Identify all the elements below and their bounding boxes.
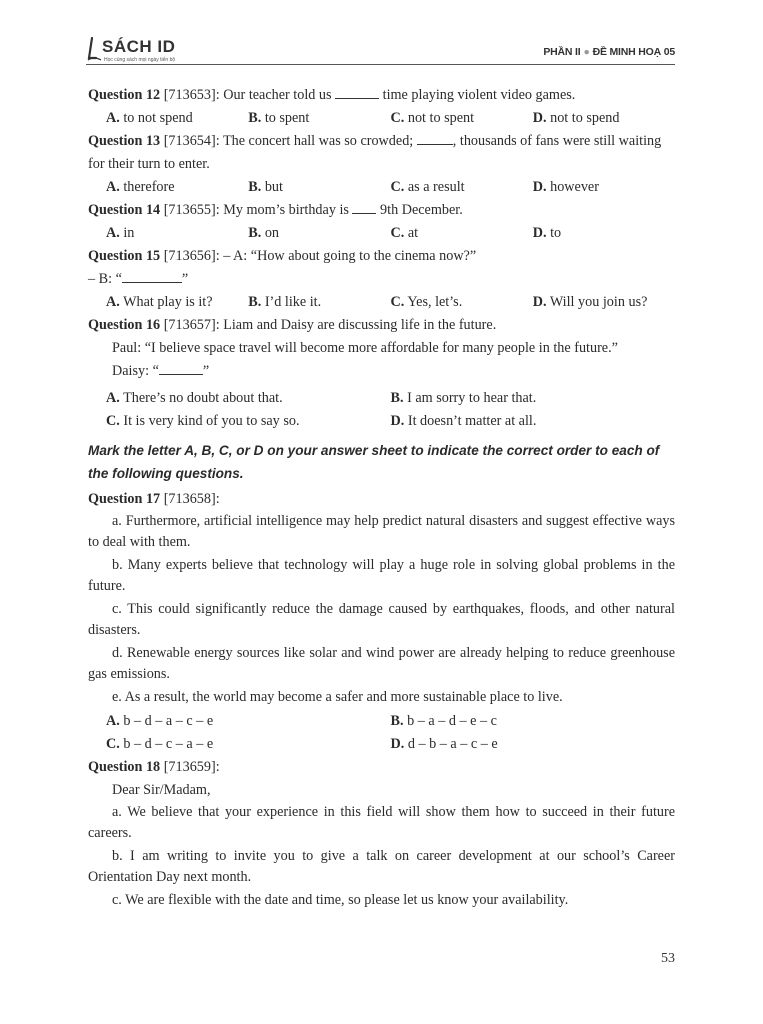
option-c — [391, 107, 533, 130]
question-18 — [88, 756, 675, 779]
question-id: [713653]: — [163, 87, 220, 103]
option-text: on — [264, 225, 279, 241]
option-c — [106, 733, 391, 756]
option-text: What play is it? — [123, 294, 213, 310]
option-letter: B. — [390, 713, 404, 729]
sentence-d: d. Renewable energy sources like solar and wind power are already helping to reduce greenhouse gas emissions. — [88, 645, 675, 682]
question-text: My mom’s birthday is — [223, 202, 349, 218]
option-text: not to spend — [550, 110, 620, 126]
dialogue-suffix: ” — [181, 271, 189, 287]
options-row — [88, 710, 675, 733]
option-a — [106, 291, 248, 314]
section-instruction: Mark the letter A, B, C, or D on your answer sheet to indicate the correct order to each of the following questions. — [88, 443, 660, 481]
options-row — [88, 176, 675, 199]
option-letter: A. — [106, 225, 120, 241]
sentence-c: c. This could significantly reduce the damage caused by earthquakes, floods, and other natural disasters. — [88, 601, 675, 638]
option-text: to spent — [264, 110, 310, 126]
option-letter: D. — [390, 736, 405, 752]
option-text: b – d – a – c – e — [123, 713, 214, 729]
question-text: 9th December. — [380, 202, 463, 218]
option-d — [533, 176, 675, 199]
option-d — [533, 222, 675, 245]
running-header — [543, 46, 675, 58]
logo-tagline: Học cùng sách mọi ngày tiến bộ — [104, 57, 176, 63]
option-text: to — [550, 225, 562, 241]
option-d — [391, 410, 676, 433]
question-text: time playing violent video games. — [382, 87, 576, 103]
option-text: as a result — [407, 179, 465, 195]
option-a — [106, 710, 391, 733]
option-text: however — [550, 179, 599, 195]
option-letter: B. — [248, 225, 262, 241]
option-text: at — [407, 225, 419, 241]
option-text: d – b – a – c – e — [407, 736, 498, 752]
dialogue-prefix: – B: “ — [88, 271, 122, 287]
option-b — [248, 291, 390, 314]
question-12 — [88, 84, 675, 107]
question-id: [713658]: — [163, 491, 220, 507]
question-17 — [88, 488, 675, 511]
question-id: [713656]: — [163, 248, 220, 264]
option-text: b – d – c – a – e — [123, 736, 214, 752]
answer-blank — [122, 268, 182, 283]
dialogue-suffix: ” — [202, 363, 210, 379]
option-letter: C. — [390, 179, 405, 195]
options-row — [88, 222, 675, 245]
option-letter: B. — [390, 390, 404, 406]
bullet-separator-icon: ● — [583, 46, 590, 58]
question-text: Our teacher told us — [223, 87, 332, 103]
option-a — [106, 222, 248, 245]
answer-blank — [417, 130, 453, 145]
options-row — [88, 291, 675, 314]
option-text: Will you join us? — [549, 294, 648, 310]
header-divider — [86, 64, 675, 65]
answer-blank — [352, 199, 376, 214]
option-b — [391, 387, 676, 410]
sentence-e: e. As a result, the world may become a safer and more sustainable place to live. — [112, 689, 563, 705]
option-d — [391, 733, 676, 756]
option-c — [391, 291, 533, 314]
sentence-a: a. Furthermore, artificial intelligence may help predict natural disasters and suggest effective ways to deal with them. — [88, 513, 675, 550]
question-text: The concert hall was so crowded; — [222, 133, 414, 149]
question-id: [713657]: — [163, 317, 220, 333]
option-letter: D. — [532, 179, 547, 195]
question-13 — [88, 130, 675, 176]
option-b — [391, 710, 676, 733]
options-row — [88, 410, 675, 433]
options-row — [88, 387, 675, 410]
option-text: in — [123, 225, 135, 241]
option-text: Yes, let’s. — [407, 294, 463, 310]
option-c — [106, 410, 391, 433]
dialogue-line-a: – A: “How about going to the cinema now?” — [223, 248, 477, 264]
option-letter: C. — [390, 294, 405, 310]
option-letter: D. — [532, 225, 547, 241]
option-letter: A. — [106, 390, 120, 406]
option-letter: A. — [106, 179, 120, 195]
answer-blank — [335, 84, 379, 99]
question-id: [713655]: — [163, 202, 220, 218]
sach-id-logo — [86, 36, 196, 66]
question-14 — [88, 199, 675, 222]
question-label: Question 16 — [88, 317, 161, 333]
option-b — [248, 176, 390, 199]
option-text: therefore — [123, 179, 175, 195]
option-c — [391, 222, 533, 245]
options-row — [88, 107, 675, 130]
option-letter: C. — [106, 413, 120, 429]
answer-blank — [159, 360, 203, 375]
option-text: not to spent — [407, 110, 475, 126]
option-letter: B. — [248, 294, 262, 310]
question-16 — [88, 314, 675, 337]
option-letter: C. — [106, 736, 120, 752]
option-letter: D. — [532, 294, 547, 310]
question-text: Liam and Daisy are discussing life in the future. — [223, 317, 497, 333]
option-a — [106, 107, 248, 130]
section-label: PHẦN II — [543, 46, 581, 58]
question-id: [713659]: — [163, 759, 220, 775]
dialogue-paul: Paul: “I believe space travel will become more affordable for many people in the future.” — [112, 340, 618, 356]
option-letter: B. — [248, 179, 262, 195]
page-number: 53 — [661, 951, 675, 966]
option-text: I’d like it. — [264, 294, 322, 310]
sentence-b: b. Many experts believe that technology will play a huge role in solving global problems in the future. — [88, 557, 675, 594]
option-letter: D. — [532, 110, 547, 126]
option-letter: D. — [390, 413, 405, 429]
question-text: , thousands of fans were still waiting for their turn to enter. — [88, 133, 662, 172]
book-pen-icon — [86, 36, 102, 62]
question-label: Question 15 — [88, 248, 161, 264]
question-label: Question 18 — [88, 759, 161, 775]
option-a — [106, 387, 391, 410]
questions-content — [88, 84, 675, 913]
option-text: to not spend — [123, 110, 193, 126]
question-label: Question 17 — [88, 491, 161, 507]
option-text: It is very kind of you to say so. — [123, 413, 300, 429]
option-text: but — [264, 179, 283, 195]
question-label: Question 12 — [88, 87, 161, 103]
option-b — [248, 107, 390, 130]
option-text: There’s no doubt about that. — [123, 390, 283, 406]
option-a — [106, 176, 248, 199]
exam-label: ĐỀ MINH HOẠ 05 — [592, 46, 675, 58]
question-15 — [88, 245, 675, 268]
option-letter: B. — [248, 110, 262, 126]
option-text: It doesn’t matter at all. — [407, 413, 537, 429]
dialogue-daisy — [88, 360, 675, 383]
option-b — [248, 222, 390, 245]
dialogue-prefix: Daisy: “ — [112, 363, 159, 379]
sentence-c: c. We are flexible with the date and time, so please let us know your availability. — [112, 892, 569, 908]
question-id: [713654]: — [163, 133, 220, 149]
dialogue-line-b — [88, 268, 675, 291]
sentence-a: a. We believe that your experience in this field will show them how to succeed in their future careers. — [88, 804, 675, 841]
sentence-b: b. I am writing to invite you to give a talk on career development at our school’s Career Orientation Day next month. — [88, 848, 675, 885]
option-d — [533, 291, 675, 314]
options-row — [88, 733, 675, 756]
option-letter: A. — [106, 110, 120, 126]
question-label: Question 14 — [88, 202, 161, 218]
logo-text: SÁCH ID — [102, 37, 176, 56]
option-letter: A. — [106, 713, 120, 729]
option-c — [391, 176, 533, 199]
option-text: b – a – d – e – c — [407, 713, 497, 729]
option-letter: A. — [106, 294, 120, 310]
option-letter: C. — [390, 110, 405, 126]
question-label: Question 13 — [88, 133, 161, 149]
option-letter: C. — [390, 225, 405, 241]
letter-greeting: Dear Sir/Madam, — [112, 782, 211, 798]
option-d — [533, 107, 675, 130]
option-text: I am sorry to hear that. — [407, 390, 537, 406]
